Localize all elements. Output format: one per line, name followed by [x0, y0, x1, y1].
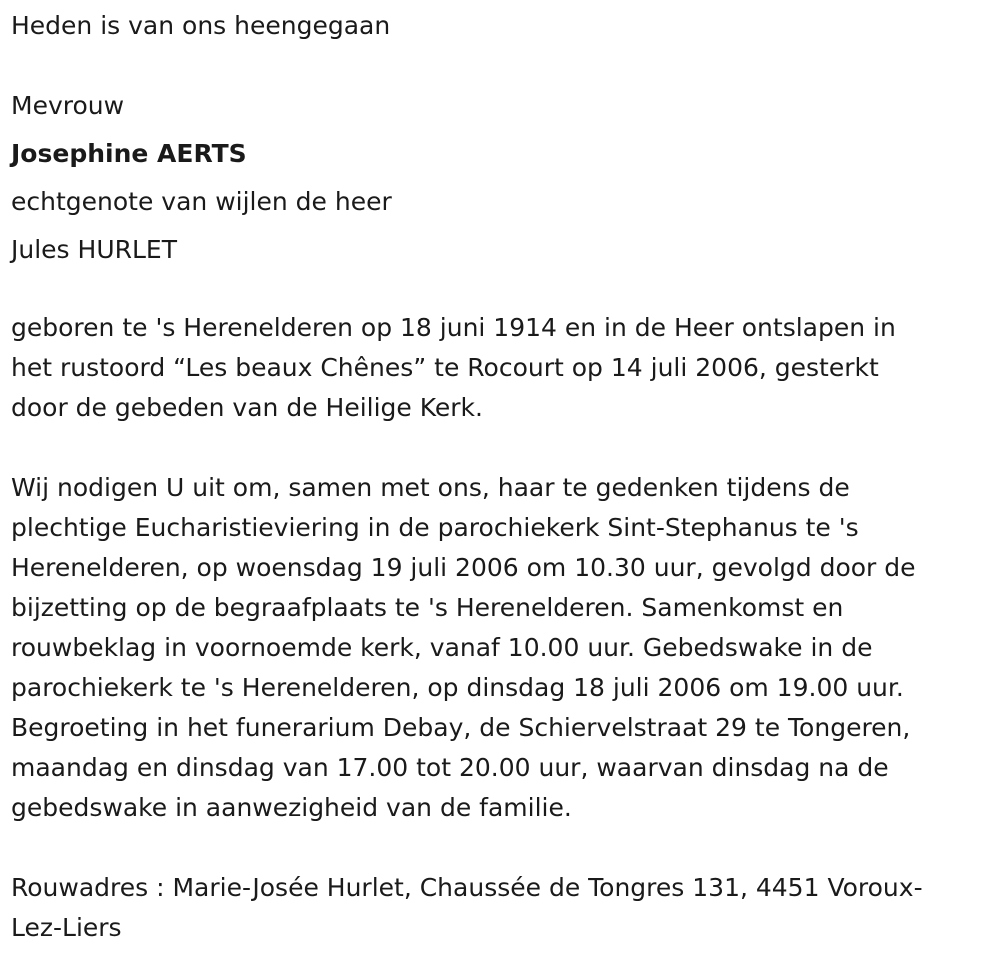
deceased-name: Josephine AERTS	[11, 139, 247, 168]
spouse-name: Jules HURLET	[11, 235, 177, 264]
paragraph-line: bijzetting op de begraafplaats te 's Herenelderen. Samenkomst en	[11, 593, 844, 622]
relation-text: echtgenote van wijlen de heer	[11, 187, 392, 216]
paragraph-line: het rustoord “Les beaux Chênes” te Rocourt op 14 juli 2006, gesterkt	[11, 353, 879, 382]
paragraph-line: gebedswake in aanwezigheid van de familie.	[11, 793, 572, 822]
paragraph-line: geboren te 's Herenelderen op 18 juni 1914 en in de Heer ontslapen in	[11, 313, 896, 342]
death-notice	[11, 6, 986, 948]
honorific: Mevrouw	[11, 91, 125, 120]
address-line: Rouwadres : Marie-Josée Hurlet, Chaussée de Tongres 131, 4451 Voroux-	[11, 873, 923, 902]
paragraph-line: rouwbeklag in voornoemde kerk, vanaf 10.00 uur. Gebedswake in de	[11, 633, 873, 662]
ceremony-paragraph	[11, 468, 986, 828]
birth-death-paragraph	[11, 308, 986, 428]
intro-text: Heden is van ons heengegaan	[11, 11, 391, 40]
paragraph-line: parochiekerk te 's Herenelderen, op dinsdag 18 juli 2006 om 19.00 uur.	[11, 673, 904, 702]
paragraph-line: Herenelderen, op woensdag 19 juli 2006 om 10.30 uur, gevolgd door de	[11, 553, 916, 582]
paragraph-line: maandag en dinsdag van 17.00 tot 20.00 uur, waarvan dinsdag na de	[11, 753, 889, 782]
paragraph-line: door de gebeden van de Heilige Kerk.	[11, 393, 483, 422]
paragraph-line: Wij nodigen U uit om, samen met ons, haar te gedenken tijdens de	[11, 473, 850, 502]
mourning-address	[11, 868, 986, 948]
paragraph-line: plechtige Eucharistieviering in de parochiekerk Sint-Stephanus te 's	[11, 513, 859, 542]
paragraph-line: Begroeting in het funerarium Debay, de Schiervelstraat 29 te Tongeren,	[11, 713, 911, 742]
address-line: Lez-Liers	[11, 913, 122, 942]
